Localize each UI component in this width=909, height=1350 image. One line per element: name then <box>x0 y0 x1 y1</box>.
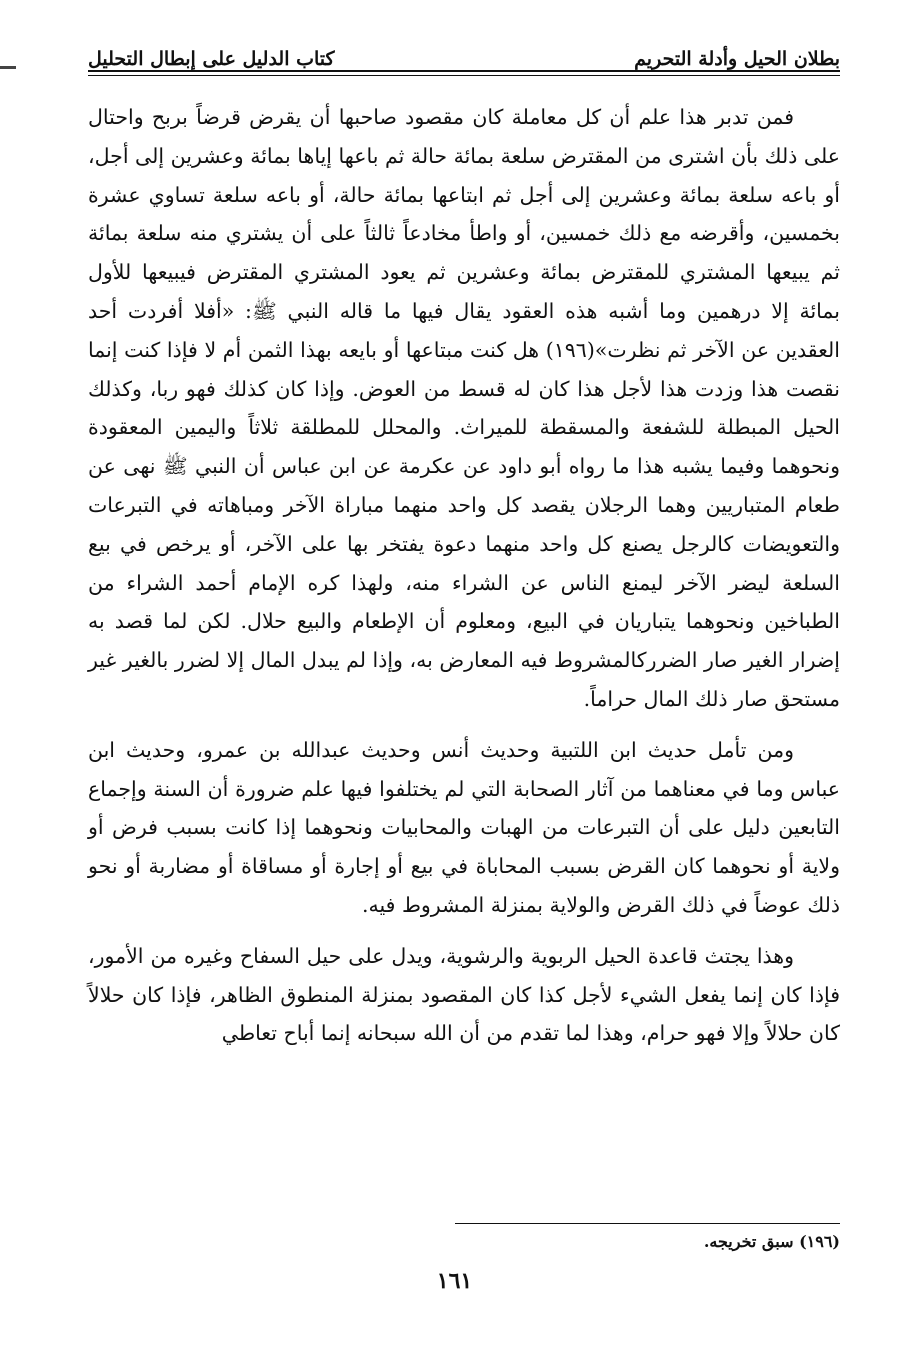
header-book-section-title: بطلان الحيل وأدلة التحريم <box>634 48 840 70</box>
scan-edge-mark <box>0 66 16 69</box>
footnote: (١٩٦) سبق تخريجه. <box>703 1232 840 1251</box>
page-number: ١٦١ <box>436 1268 473 1294</box>
header-rule-thick <box>88 70 840 72</box>
running-header <box>88 30 840 70</box>
header-book-title: كتاب الدليل على إبطال التحليل <box>88 48 335 70</box>
main-text <box>88 98 840 1053</box>
paragraph-1: فمن تدبر هذا علم أن كل معاملة كان مقصود صاحبها أن يقرض قرضاً بربح واحتال على ذلك بأن اشترى من المقترض سلعة بمائة حالة ثم باعها إياها بمائة وعشرين إلى أجل، أو باعه سلعة بمائة وعشرين إلى أجل ثم ابتاعها بمائة حالة، أو باعه سلعة تساوي عشرة بخمسين، وأقرضه مع ذلك خمسين، أو واطأ مخادعاً ثالثاً على أن يشتري منه سلعة بمائة ثم يبيعها المشتري للمقترض بمائة وعشرين ثم يعود المشتري المقترض فيبيعها للأول بمائة إلا درهمين وما أشبه هذه العقود يقال فيها ما قاله النبي ﷺ: «أفلا أفردت أحد العقدين عن الآخر ثم نظرت»(١٩٦) هل كنت مبتاعها أو بايعه بهذا الثمن أم لا فإذا كنت إنما نقصت هذا وزدت هذا لأجل هذا كان له قسط من العوض. وإذا كان كذلك فهو ربا، وكذلك الحيل المبطلة للشفعة والمسقطة للميراث. والمحلل للمطلقة ثلاثاً واليمين المعقودة ونحوهما وفيما يشبه هذا ما رواه أبو داود عن عكرمة عن ابن عباس أن النبي ﷺ نهى عن طعام المتباريين وهما الرجلان يقصد كل واحد منهما مباراة الآخر ومباهاته في التبرعات والتعويضات كالرجل يصنع كل واحد منهما دعوة يفتخر بها على الآخر، أو يرخص في بيع السلعة ليضر الآخر ليمنع الناس عن الشراء منه، ولهذا كره الإمام أحمد الشراء من الطباخين ونحوهما يتباريان في البيع، ومعلوم أن الإطعام والبيع حلال. لكن لما قصد به إضرار الغير صار الضرركالمشروط فيه المعارض به، وإذا لم يبدل المال إلا لضرر بالغير غير مستحق صار ذلك المال حراماً. <box>88 105 840 711</box>
paragraph-3: وهذا يجتث قاعدة الحيل الربوية والرشوية، ويدل على حيل السفاح وغيره من الأمور، فإذا كان إنما يفعل الشيء لأجل كذا كان المقصود بمنزلة المنطوق الظاهر، فإذا كان حلالاً كان حلالاً وإلا فهو حرام، وهذا لما تقدم من أن الله سبحانه إنما أباح تعاطي <box>88 943 840 1046</box>
footnote-rule <box>455 1223 840 1224</box>
paragraph-2: ومن تأمل حديث ابن اللتبية وحديث أنس وحديث عبدالله بن عمرو، وحديث ابن عباس وما في معناهما من آثار الصحابة التي لم يختلفوا فيها علم ضرورة أن السنة وإجماع التابعين دليل على أن التبرعات من الهبات والمحابيات ونحوهما إذا كانت بسبب فرض أو ولاية أو نحوهما كان القرض بسبب المحاباة في بيع أو إجارة أو مساقاة أو مضاربة أو نحو ذلك عوضاً في ذلك القرض والولاية بمنزلة المشروط فيه. <box>88 737 840 917</box>
header-rule-thin <box>88 75 840 76</box>
